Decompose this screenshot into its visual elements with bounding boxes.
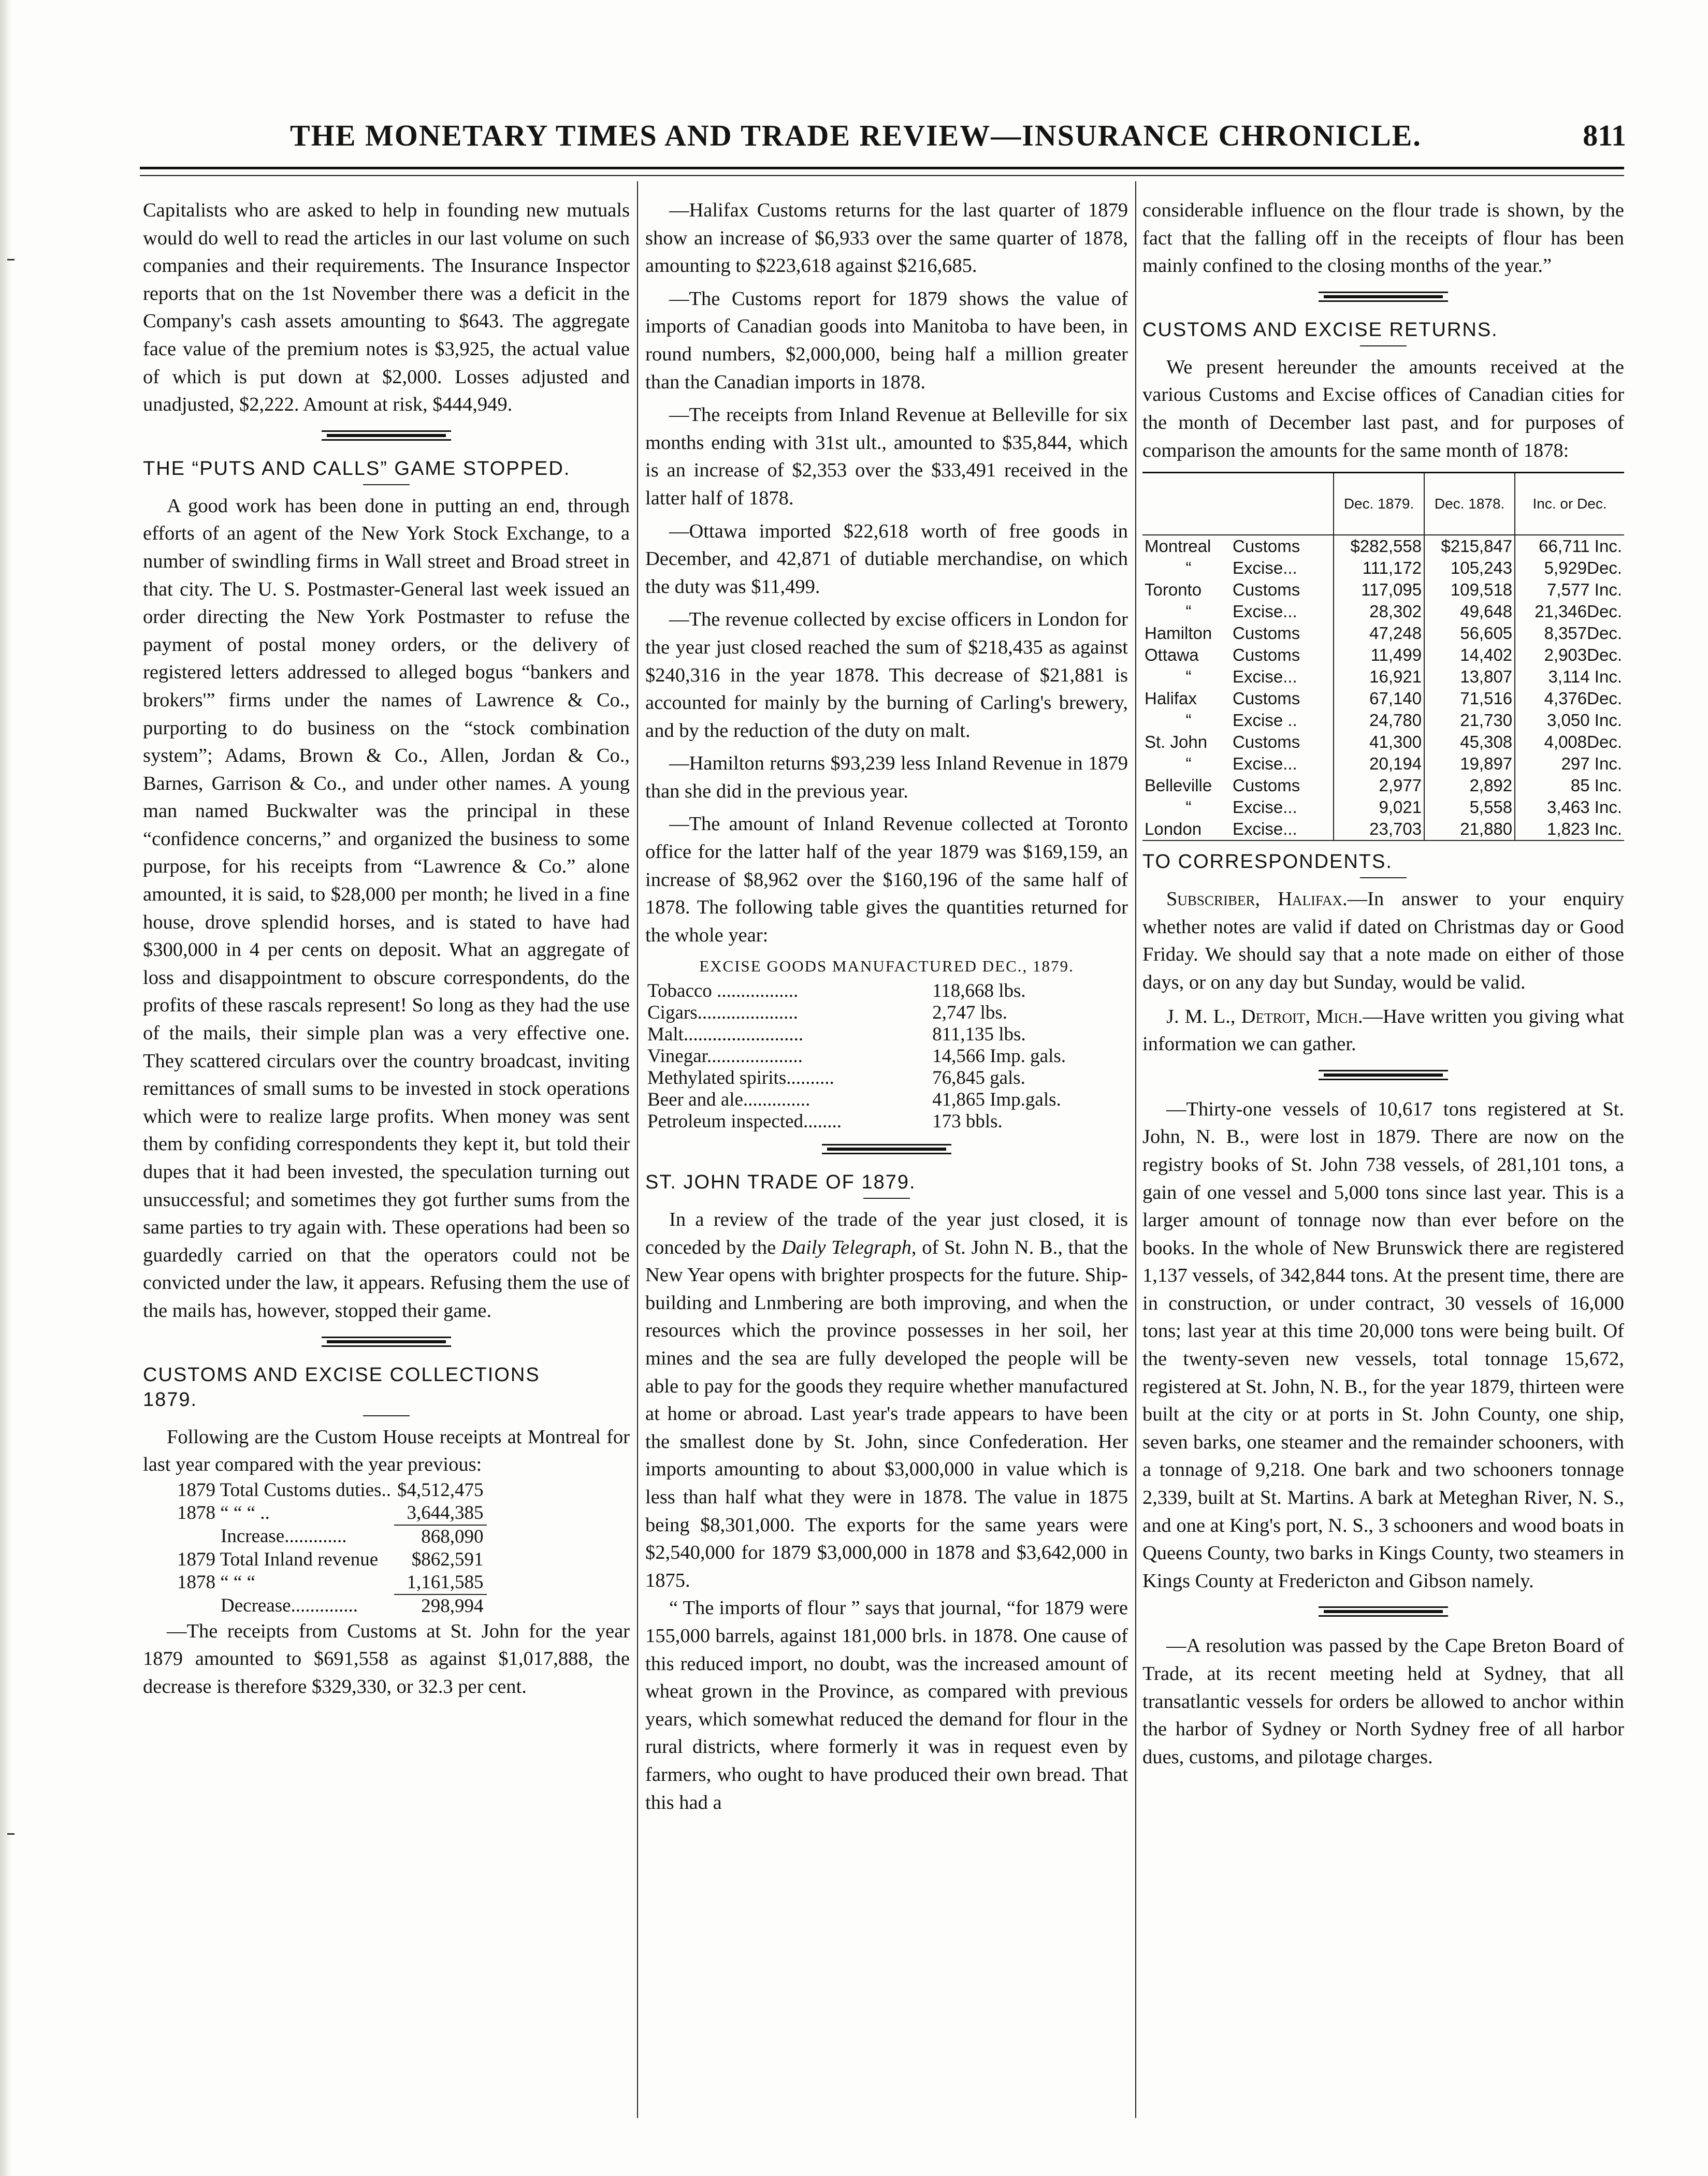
heading-rule — [1360, 877, 1407, 878]
flour-continued-paragraph: considerable influence on the flour trade is shown, by the fact that the falling off in the receipts of flour has been mainly confined to the closing months of the year.” — [1142, 199, 1624, 277]
column-1 — [143, 197, 630, 1701]
correspondent-name: Subscriber, Halifax. — [1166, 888, 1348, 910]
belleville-paragraph: —The receipts from Inland Revenue at Belleville for six months ending with 31st ult., amounted to $35,844, which is an increase of $2,353 over the $33,491 received in the latter half of 1878. — [645, 404, 1128, 509]
dec-1879-value: 20,194 — [1334, 753, 1424, 775]
office-kind: Excise... — [1233, 819, 1297, 839]
change-value: 5,929Dec. — [1515, 557, 1624, 579]
change-value: 2,903Dec. — [1515, 644, 1624, 666]
goods-quantity: 811,135 lbs. — [932, 1024, 1026, 1046]
goods-quantity: 173 bbls. — [932, 1111, 1003, 1133]
office-label — [1142, 688, 1334, 709]
stjohn-trade-heading: ST. JOHN TRADE OF 1879. — [645, 1171, 916, 1194]
dec-1879-value: 23,703 — [1334, 818, 1424, 840]
office-kind: Excise... — [1233, 558, 1297, 578]
table-row — [1142, 601, 1624, 622]
goods-quantity: 14,566 Imp. gals. — [932, 1046, 1066, 1067]
office-label — [1142, 775, 1334, 796]
table-row — [174, 1479, 487, 1502]
office-label — [1142, 709, 1334, 731]
change-value: 85 Inc. — [1515, 775, 1624, 796]
section-ornament — [822, 1144, 951, 1155]
change-value: 8,357Dec. — [1515, 622, 1624, 644]
city-name: Hamilton — [1145, 623, 1212, 643]
table-header: Inc. or Dec. — [1515, 473, 1624, 535]
dec-1878-value: 2,892 — [1424, 775, 1515, 796]
heading-rule — [363, 484, 410, 485]
dec-1878-value: 5,558 — [1424, 796, 1515, 818]
table-row — [174, 1525, 487, 1548]
header-rule — [140, 167, 1624, 169]
column-2 — [645, 197, 1128, 1817]
stjohn-text-post: , of St. John N. B., that the New Year opens with brighter prospects for the future. Ship-building and Lnmbering are both improving, and when the resources which the province possesses in her soil, her mines and the sea are fully developed the people will be able to pay for the goods they require whether manufactured at home or abroad. Last year's trade appears to have been the smallest done by St. John, since Confederation. Her imports amounting to about $3,000,000 in value which is less than half what they were in 1878. The value in 1875 being $8,301,000. The exports for the same years were $2,540,000 for 1879 $3,000,000 in 1878 and $3,642,000 in 1875. — [645, 1236, 1128, 1591]
city-name: “ — [1185, 710, 1192, 730]
toronto-paragraph: —The amount of Inland Revenue collected at Toronto office for the latter half of the year 1879 was $169,159, an increase of $8,962 over the $160,196 of the same half of 1878. The following table gives the quantities returned for the whole year: — [645, 813, 1128, 946]
city-name: “ — [1185, 754, 1192, 774]
dec-1878-value: 109,518 — [1424, 579, 1515, 601]
dec-1878-value: 14,402 — [1424, 644, 1515, 666]
dec-1879-value: 16,921 — [1334, 666, 1424, 688]
goods-item: Beer and ale.............. — [647, 1089, 810, 1111]
change-value: 66,711 Inc. — [1515, 535, 1624, 557]
publication-title: THE MONETARY TIMES AND TRADE REVIEW—INSURANCE CHRONICLE. — [290, 119, 1422, 152]
table-row — [1142, 796, 1624, 818]
dec-1879-value: 111,172 — [1334, 557, 1424, 579]
puts-calls-article: A good work has been done in putting an end, through efforts of an agent of the New York Stock Exchange, to a number of swindling firms in Wall street and Broad street in that city. The U. S. Postmaster-General last week issued an order directing the New York Postmaster to refuse the payment of postal money orders, or the delivery of registered letters addressed to alleged bogus “bankers and brokers'” firms under the names of Lawrence & Co., purporting to do business on the “stock combination system”; Adams, Brown & Co., Allen, Jordan & Co., Barnes, Garrison & Co., and under other names. A young man named Buckwalter was the principal in these “confidence concerns,” and organized the business to some purpose, for his receipts from “Lawrence & Co.” alone amounted, it is said, to $28,000 per month; he lived in a fine house, drove splendid horses, and is stated to have had $300,000 in 4 per cents on deposit. What an aggregate of loss and disappointment to obscure correspondents, do the profits of these rascals represent! So long as they had the use of the mails, their simple plan was a very effective one. They scattered circulars over the country broadcast, inviting remittances of small sums to be invested in stock operations which were to realize large profits. When money was sent them by confiding correspondents they kept it, but told their dupes that it had been invested, the speculation turning out unsuccessful; and sometimes they got further sums from the same parties to try again with. These operations had been so guardedly carried on that the operators could not be convicted under the law, it appears. Refusing them the use of the mails has, however, stopped their game. — [143, 495, 630, 1322]
city-name: “ — [1185, 602, 1192, 621]
dec-1879-value: 47,248 — [1334, 622, 1424, 644]
office-kind: Customs — [1233, 580, 1300, 600]
city-name: Toronto — [1145, 580, 1202, 600]
customs-excise-table — [1142, 472, 1624, 841]
excise-goods-title: EXCISE GOODS MANUFACTURED DEC., 1879. — [699, 957, 1074, 976]
office-kind: Excise... — [1233, 754, 1297, 774]
dec-1879-value: 11,499 — [1334, 644, 1424, 666]
office-kind: Excise... — [1233, 667, 1297, 687]
table-row — [1142, 709, 1624, 731]
goods-item: Petroleum inspected........ — [647, 1111, 842, 1133]
margin-mark — [7, 1833, 15, 1835]
heading-rule — [1360, 345, 1407, 346]
header-rule-thin — [140, 175, 1624, 176]
dec-1879-value: 41,300 — [1334, 731, 1424, 753]
city-name: Halifax — [1145, 689, 1197, 708]
goods-quantity: 118,668 lbs. — [932, 980, 1026, 1002]
running-header — [290, 118, 1626, 154]
receipt-value: $4,512,475 — [397, 1479, 484, 1501]
receipt-value: 1,161,585 — [394, 1571, 487, 1594]
table-row — [1142, 535, 1624, 557]
cape-breton-paragraph: —A resolution was passed by the Cape Breton Board of Trade, at its recent meeting held at Sydney, that all transatlantic vessels for orders be allowed to anchor within the harbor of Sydney or North Sydney free of all harbor dues, customs, and pilotage charges. — [1142, 1635, 1624, 1768]
city-name: London — [1145, 819, 1202, 839]
table-row — [1142, 622, 1624, 644]
city-name: Montreal — [1145, 536, 1211, 556]
collections-year: 1879. — [143, 1388, 198, 1411]
table-row — [645, 980, 1128, 1002]
change-value: 4,376Dec. — [1515, 688, 1624, 709]
goods-item: Vinegar.................... — [647, 1046, 803, 1067]
receipt-label: 1879 Total Inland revenue — [177, 1548, 379, 1570]
goods-quantity: 2,747 lbs. — [932, 1002, 1008, 1024]
office-label — [1142, 818, 1334, 840]
vessels-paragraph: —Thirty-one vessels of 10,617 tons registered at St. John, N. B., were lost in 1879. There are now on the registry books of St. John 738 vessels, of 281,101 tons, a gain of one vessel and 5,000 tons since last year. This is a larger amount of tonnage now than ever before on the books. In the whole of New Brunswick there are registered 1,137 vessels, of 342,844 tons. At the present time, there are in construction, or under contract, 30 vessels of 16,000 tons; last year at this time 20,000 tons were being built. Of the twenty-seven new vessels, total tonnage 15,672, registered at St. John, N. B., for the year 1879, thirteen were built at the city or at ports in St. John County, one ship, seven barks, one steamer and the remainder schooners, with a tonnage of 9,218. One bark and two schooners tonnage 2,339, built at St. Martins. A bark at Meteghan River, N. S., and one at King's port, N. S., 3 schooners and wood boats in Queens County, two barks in Kings County, two steamers in Kings County at Fredericton and Gibson namely. — [1142, 1098, 1624, 1592]
heading-rule — [363, 1415, 410, 1416]
office-label — [1142, 731, 1334, 753]
ottawa-paragraph: —Ottawa imported $22,618 worth of free goods in December, and 42,871 of dutiable merchandise, on which the duty was $11,499. — [645, 520, 1128, 598]
goods-quantity: 76,845 gals. — [932, 1067, 1025, 1089]
halifax-paragraph: —Halifax Customs returns for the last quarter of 1879 show an increase of $6,933 over the same quarter of 1878, amounting to $223,618 against $216,685. — [645, 199, 1128, 277]
dec-1879-value: $282,558 — [1334, 535, 1424, 557]
table-row — [174, 1571, 487, 1594]
manitoba-paragraph: —The Customs report for 1879 shows the value of imports of Canadian goods into Manitoba to have been, in round numbers, $2,000,000, being half a million greater than the Canadian imports in 1878. — [645, 287, 1128, 393]
office-label — [1142, 753, 1334, 775]
section-ornament — [1319, 1070, 1448, 1081]
dec-1878-value: $215,847 — [1424, 535, 1515, 557]
dec-1878-value: 13,807 — [1424, 666, 1515, 688]
office-kind: Excise .. — [1233, 710, 1297, 730]
office-kind: Customs — [1233, 536, 1300, 556]
correspondents-heading: TO CORRESPONDENTS. — [1142, 851, 1393, 873]
dec-1878-value: 56,605 — [1424, 622, 1515, 644]
table-header-blank — [1142, 473, 1334, 535]
receipt-value: $862,591 — [411, 1548, 484, 1570]
dec-1879-value: 28,302 — [1334, 601, 1424, 622]
dec-1879-value: 24,780 — [1334, 709, 1424, 731]
table-row — [1142, 753, 1624, 775]
mutuals-paragraph: Capitalists who are asked to help in founding new mutuals would do well to read the articles in our last volume on such companies and their requirements. The Insurance Inspector reports that on the 1st November there was a deficit in the Company's cash assets amounting to $643. The aggregate face value of the premium notes is $3,925, the actual value of which is put down at $2,000. Losses adjusted and unadjusted, $2,222. Amount at risk, $444,949. — [143, 199, 630, 416]
city-name: Ottawa — [1145, 645, 1199, 665]
office-kind: Excise... — [1233, 602, 1297, 621]
page-edge — [0, 0, 11, 2176]
reply-text: —In answer to your enquiry whether notes are valid if dated on Christmas day or Good Friday. We should say that a note made on either of those days, or on any day but Sunday, would be valid. — [1142, 888, 1624, 993]
table-row — [645, 1111, 1128, 1133]
table-header: Dec. 1878. — [1424, 473, 1515, 535]
dec-1878-value: 45,308 — [1424, 731, 1515, 753]
city-name: “ — [1185, 797, 1192, 817]
dec-1878-value: 49,648 — [1424, 601, 1515, 622]
london-paragraph: —The revenue collected by excise officers in London for the year just closed reached the sum of $218,435 as against $240,316 in the year 1878. This decrease of $21,881 is accounted for mainly by the burning of Carling's brewery, and by the reduction of the duty on malt. — [645, 608, 1128, 742]
dec-1878-value: 71,516 — [1424, 688, 1515, 709]
office-kind: Customs — [1233, 645, 1300, 665]
city-name: Belleville — [1145, 776, 1212, 795]
table-row — [1142, 666, 1624, 688]
office-kind: Customs — [1233, 623, 1300, 643]
receipt-label: 1878 “ “ “ — [177, 1572, 256, 1593]
dec-1878-value: 21,880 — [1424, 818, 1515, 840]
section-ornament — [322, 1337, 451, 1348]
change-value: 3,050 Inc. — [1515, 709, 1624, 731]
page-number: 811 — [1583, 119, 1626, 152]
receipt-label: Decrease.............. — [221, 1595, 358, 1617]
table-row — [645, 1002, 1128, 1024]
goods-item: Malt......................... — [647, 1024, 804, 1046]
office-label — [1142, 644, 1334, 666]
goods-item: Methylated spirits.......... — [647, 1067, 834, 1089]
table-row — [645, 1089, 1128, 1111]
change-value: 4,008Dec. — [1515, 731, 1624, 753]
dec-1878-value: 105,243 — [1424, 557, 1515, 579]
heading-rule — [863, 1198, 910, 1199]
excise-goods-table — [645, 980, 1128, 1133]
receipt-label: 1878 “ “ “ .. — [177, 1502, 270, 1524]
city-name: “ — [1185, 667, 1192, 687]
column-3 — [1142, 197, 1624, 1771]
stjohn-trade-paragraph — [645, 1206, 1128, 1594]
table-row — [1142, 731, 1624, 753]
table-row — [174, 1502, 487, 1525]
collections-heading: CUSTOMS AND EXCISE COLLECTIONS — [143, 1363, 540, 1386]
collections-intro: Following are the Custom House receipts at Montreal for last year compared with the year previous: — [143, 1426, 630, 1476]
column-divider — [1135, 181, 1136, 2118]
flour-paragraph: “ The imports of flour ” says that journal, “for 1879 were 155,000 barrels, against 181,000 brls. in 1878. One cause of this reduced import, no doubt, was the increased amount of wheat grown in the Province, as compared with previous years, which somewhat reduced the demand for flour in the rural districts, where formerly it was in request even by farmers, who ought to have produced their own bread. That this had a — [645, 1597, 1128, 1814]
stjohn-receipts-paragraph: —The receipts from Customs at St. John for the year 1879 amounted to $691,558 as against $1,017,888, the decrease is therefore $329,330, or 32.3 per cent. — [143, 1620, 630, 1698]
receipt-value: 298,994 — [421, 1595, 484, 1617]
table-row — [1142, 557, 1624, 579]
city-name: St. John — [1145, 732, 1208, 752]
table-row — [645, 1024, 1128, 1046]
goods-quantity: 41,865 Imp.gals. — [932, 1089, 1061, 1111]
returns-heading: CUSTOMS AND EXCISE RETURNS. — [1142, 318, 1498, 341]
office-label — [1142, 796, 1334, 818]
reply-text: —Have written you giving what information we can gather. — [1142, 1005, 1625, 1055]
section-ornament — [1319, 292, 1448, 303]
change-value: 1,823 Inc. — [1515, 818, 1624, 840]
goods-item: Tobacco ................. — [647, 980, 799, 1002]
table-row — [1142, 644, 1624, 666]
hamilton-paragraph: —Hamilton returns $93,239 less Inland Revenue in 1879 than she did in the previous year. — [645, 752, 1128, 802]
office-label — [1142, 622, 1334, 644]
dec-1879-value: 9,021 — [1334, 796, 1424, 818]
table-row — [174, 1594, 487, 1618]
change-value: 3,114 Inc. — [1515, 666, 1624, 688]
dec-1879-value: 67,140 — [1334, 688, 1424, 709]
puts-calls-heading: THE “PUTS AND CALLS” GAME STOPPED. — [143, 457, 571, 480]
office-kind: Customs — [1233, 776, 1300, 795]
office-label — [1142, 579, 1334, 601]
section-ornament — [322, 430, 451, 442]
receipt-value: 868,090 — [421, 1526, 484, 1547]
receipt-label: 1879 Total Customs duties.. — [177, 1479, 391, 1501]
section-ornament — [1319, 1606, 1448, 1618]
table-row — [1142, 775, 1624, 796]
margin-mark — [7, 259, 15, 260]
table-row — [1142, 579, 1624, 601]
dec-1878-value: 19,897 — [1424, 753, 1515, 775]
montreal-receipts-table — [174, 1479, 487, 1618]
receipt-label: Increase............. — [221, 1526, 347, 1547]
column-divider — [637, 181, 638, 2118]
dec-1879-value: 117,095 — [1334, 579, 1424, 601]
office-label — [1142, 666, 1334, 688]
table-row — [1142, 818, 1624, 840]
table-header-row — [1142, 473, 1624, 535]
goods-item: Cigars..................... — [647, 1002, 798, 1024]
receipt-value: 3,644,385 — [394, 1502, 487, 1525]
table-row — [1142, 688, 1624, 709]
change-value: 3,463 Inc. — [1515, 796, 1624, 818]
correspondent-name: J. M. L., Detroit, Mich. — [1166, 1005, 1363, 1027]
table-header: Dec. 1879. — [1334, 473, 1424, 535]
table-row — [645, 1046, 1128, 1067]
office-kind: Customs — [1233, 689, 1300, 708]
office-label — [1142, 601, 1334, 622]
dec-1879-value: 2,977 — [1334, 775, 1424, 796]
change-value: 21,346Dec. — [1515, 601, 1624, 622]
dec-1878-value: 21,730 — [1424, 709, 1515, 731]
returns-intro: We present hereunder the amounts received at the various Customs and Excise offices of Canadian cities for the month of December last past, and for purposes of comparison the amounts for the same month of 1878: — [1142, 356, 1624, 461]
change-value: 297 Inc. — [1515, 753, 1624, 775]
office-kind: Excise... — [1233, 797, 1297, 817]
office-kind: Customs — [1233, 732, 1300, 752]
change-value: 7,577 Inc. — [1515, 579, 1624, 601]
office-label — [1142, 557, 1334, 579]
subscriber-reply — [1142, 886, 1624, 996]
city-name: “ — [1185, 558, 1192, 578]
jml-reply — [1142, 1003, 1624, 1058]
newspaper-name: Daily Telegraph — [781, 1236, 911, 1258]
table-row — [174, 1548, 487, 1571]
table-row — [645, 1067, 1128, 1089]
stjohn-text-pre: In a review of the trade of the year just closed, it is conceded by the — [645, 1209, 1128, 1258]
office-label — [1142, 535, 1334, 557]
